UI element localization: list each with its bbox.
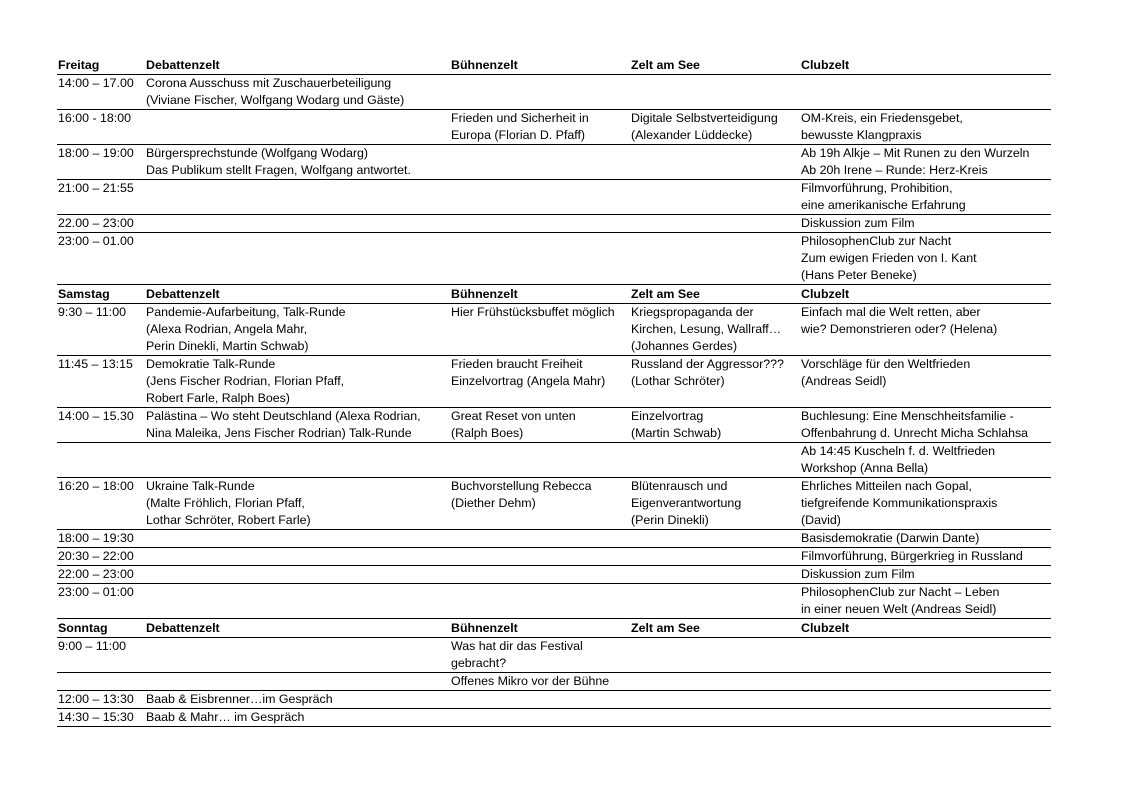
venue-header: Bühnenzelt — [450, 619, 630, 638]
event-debattenzelt — [145, 566, 450, 584]
time-slot: 9:30 – 11:00 — [57, 304, 145, 356]
time-slot: 23:00 – 01:00 — [57, 584, 145, 619]
schedule-row — [57, 548, 1051, 566]
event-debattenzelt — [145, 233, 450, 285]
venue-header: Zelt am See — [630, 56, 800, 75]
event-clubzelt: Basisdemokratie (Darwin Dante) — [800, 530, 1051, 548]
event-debattenzelt: Ukraine Talk-Runde (Malte Fröhlich, Florian Pfaff, Lothar Schröter, Robert Farle) — [145, 478, 450, 530]
event-clubzelt: Ehrliches Mitteilen nach Gopal, tiefgreifende Kommunikationspraxis (David) — [800, 478, 1051, 530]
event-zelt-am-see: Kriegspropaganda der Kirchen, Lesung, Wallraff… (Johannes Gerdes) — [630, 304, 800, 356]
event-clubzelt — [800, 673, 1051, 691]
event-debattenzelt — [145, 530, 450, 548]
day-label: Freitag — [57, 56, 145, 75]
time-slot: 9:00 – 11:00 — [57, 638, 145, 673]
event-zelt-am-see: Einzelvortrag (Martin Schwab) — [630, 408, 800, 443]
schedule-row — [57, 356, 1051, 408]
event-zelt-am-see — [630, 443, 800, 478]
event-debattenzelt — [145, 638, 450, 673]
event-debattenzelt: Corona Ausschuss mit Zuschauerbeteiligung (Viviane Fischer, Wolfgang Wodarg und Gäste) — [145, 75, 450, 110]
event-zelt-am-see — [630, 75, 800, 110]
event-zelt-am-see — [630, 233, 800, 285]
festival-schedule-table — [57, 56, 1051, 727]
schedule-row — [57, 110, 1051, 145]
schedule-row — [57, 584, 1051, 619]
time-slot — [57, 443, 145, 478]
venue-header: Debattenzelt — [145, 56, 450, 75]
event-buehnenzelt — [450, 180, 630, 215]
time-slot: 16:00 - 18:00 — [57, 110, 145, 145]
schedule-row — [57, 180, 1051, 215]
event-debattenzelt: Palästina – Wo steht Deutschland (Alexa Rodrian, Nina Maleika, Jens Fischer Rodrian) Talk-Runde — [145, 408, 450, 443]
event-clubzelt: Buchlesung: Eine Menschheitsfamilie - Offenbahrung d. Unrecht Micha Schlahsa — [800, 408, 1051, 443]
event-zelt-am-see — [630, 709, 800, 727]
venue-header: Clubzelt — [800, 56, 1051, 75]
event-buehnenzelt: Frieden braucht Freiheit Einzelvortrag (Angela Mahr) — [450, 356, 630, 408]
event-zelt-am-see: Russland der Aggressor??? (Lothar Schröter) — [630, 356, 800, 408]
time-slot: 18:00 – 19:30 — [57, 530, 145, 548]
event-clubzelt — [800, 691, 1051, 709]
event-clubzelt: Filmvorführung, Prohibition, eine amerikanische Erfahrung — [800, 180, 1051, 215]
event-zelt-am-see — [630, 180, 800, 215]
event-zelt-am-see — [630, 638, 800, 673]
event-zelt-am-see — [630, 673, 800, 691]
time-slot: 18:00 – 19:00 — [57, 145, 145, 180]
event-clubzelt: Filmvorführung, Bürgerkrieg in Russland — [800, 548, 1051, 566]
event-buehnenzelt — [450, 145, 630, 180]
event-debattenzelt — [145, 215, 450, 233]
event-buehnenzelt: Buchvorstellung Rebecca (Diether Dehm) — [450, 478, 630, 530]
venue-header: Debattenzelt — [145, 619, 450, 638]
day-header-row — [57, 619, 1051, 638]
time-slot: 22.00 – 23:00 — [57, 215, 145, 233]
event-clubzelt: Vorschläge für den Weltfrieden (Andreas Seidl) — [800, 356, 1051, 408]
schedule-row — [57, 530, 1051, 548]
event-debattenzelt — [145, 443, 450, 478]
event-buehnenzelt — [450, 443, 630, 478]
schedule-row — [57, 75, 1051, 110]
venue-header: Bühnenzelt — [450, 285, 630, 304]
schedule-row — [57, 566, 1051, 584]
time-slot: 23:00 – 01.00 — [57, 233, 145, 285]
event-buehnenzelt — [450, 215, 630, 233]
event-clubzelt — [800, 709, 1051, 727]
venue-header: Bühnenzelt — [450, 56, 630, 75]
schedule-row — [57, 408, 1051, 443]
venue-header: Zelt am See — [630, 285, 800, 304]
event-debattenzelt — [145, 548, 450, 566]
event-buehnenzelt: Offenes Mikro vor der Bühne — [450, 673, 630, 691]
event-zelt-am-see — [630, 548, 800, 566]
event-clubzelt — [800, 638, 1051, 673]
event-zelt-am-see: Blütenrausch und Eigenverantwortung (Perin Dinekli) — [630, 478, 800, 530]
event-zelt-am-see — [630, 145, 800, 180]
event-buehnenzelt — [450, 75, 630, 110]
schedule-row — [57, 233, 1051, 285]
schedule-row — [57, 478, 1051, 530]
time-slot: 20:30 – 22:00 — [57, 548, 145, 566]
event-buehnenzelt: Great Reset von unten (Ralph Boes) — [450, 408, 630, 443]
schedule-row — [57, 673, 1051, 691]
event-clubzelt: PhilosophenClub zur Nacht – Leben in einer neuen Welt (Andreas Seidl) — [800, 584, 1051, 619]
event-buehnenzelt — [450, 233, 630, 285]
event-zelt-am-see: Digitale Selbstverteidigung (Alexander Lüddecke) — [630, 110, 800, 145]
event-buehnenzelt — [450, 548, 630, 566]
event-zelt-am-see — [630, 584, 800, 619]
venue-header: Debattenzelt — [145, 285, 450, 304]
event-buehnenzelt — [450, 709, 630, 727]
event-buehnenzelt: Frieden und Sicherheit in Europa (Florian D. Pfaff) — [450, 110, 630, 145]
event-buehnenzelt — [450, 691, 630, 709]
event-zelt-am-see — [630, 530, 800, 548]
schedule-row — [57, 709, 1051, 727]
time-slot: 14:00 – 17.00 — [57, 75, 145, 110]
schedule-body — [57, 56, 1051, 727]
event-debattenzelt — [145, 584, 450, 619]
event-zelt-am-see — [630, 566, 800, 584]
day-label: Sonntag — [57, 619, 145, 638]
schedule-row — [57, 145, 1051, 180]
event-debattenzelt — [145, 180, 450, 215]
schedule-row — [57, 691, 1051, 709]
event-debattenzelt: Baab & Mahr… im Gespräch — [145, 709, 450, 727]
time-slot — [57, 673, 145, 691]
time-slot: 16:20 – 18:00 — [57, 478, 145, 530]
time-slot: 12:00 – 13:30 — [57, 691, 145, 709]
event-debattenzelt: Demokratie Talk-Runde (Jens Fischer Rodrian, Florian Pfaff, Robert Farle, Ralph Boes) — [145, 356, 450, 408]
event-buehnenzelt — [450, 584, 630, 619]
event-clubzelt: OM-Kreis, ein Friedensgebet, bewusste Klangpraxis — [800, 110, 1051, 145]
event-debattenzelt: Bürgersprechstunde (Wolfgang Wodarg) Das Publikum stellt Fragen, Wolfgang antwortet. — [145, 145, 450, 180]
time-slot: 11:45 – 13:15 — [57, 356, 145, 408]
event-clubzelt: Diskussion zum Film — [800, 566, 1051, 584]
schedule-row — [57, 304, 1051, 356]
day-header-row — [57, 56, 1051, 75]
event-buehnenzelt — [450, 566, 630, 584]
schedule-row — [57, 215, 1051, 233]
venue-header: Clubzelt — [800, 285, 1051, 304]
event-zelt-am-see — [630, 215, 800, 233]
event-buehnenzelt: Was hat dir das Festival gebracht? — [450, 638, 630, 673]
schedule-row — [57, 443, 1051, 478]
day-label: Samstag — [57, 285, 145, 304]
event-clubzelt — [800, 75, 1051, 110]
event-zelt-am-see — [630, 691, 800, 709]
venue-header: Clubzelt — [800, 619, 1051, 638]
event-clubzelt: PhilosophenClub zur Nacht Zum ewigen Frieden von I. Kant (Hans Peter Beneke) — [800, 233, 1051, 285]
venue-header: Zelt am See — [630, 619, 800, 638]
event-buehnenzelt — [450, 530, 630, 548]
time-slot: 14:30 – 15:30 — [57, 709, 145, 727]
schedule-row — [57, 638, 1051, 673]
event-clubzelt: Einfach mal die Welt retten, aber wie? Demonstrieren oder? (Helena) — [800, 304, 1051, 356]
day-header-row — [57, 285, 1051, 304]
time-slot: 22:00 – 23:00 — [57, 566, 145, 584]
event-debattenzelt — [145, 110, 450, 145]
time-slot: 21:00 – 21:55 — [57, 180, 145, 215]
event-clubzelt: Ab 19h Alkje – Mit Runen zu den Wurzeln Ab 20h Irene – Runde: Herz-Kreis — [800, 145, 1051, 180]
event-clubzelt: Ab 14:45 Kuscheln f. d. Weltfrieden Workshop (Anna Bella) — [800, 443, 1051, 478]
event-debattenzelt: Pandemie-Aufarbeitung, Talk-Runde (Alexa Rodrian, Angela Mahr, Perin Dinekli, Martin Schwab) — [145, 304, 450, 356]
event-debattenzelt — [145, 673, 450, 691]
event-debattenzelt: Baab & Eisbrenner…im Gespräch — [145, 691, 450, 709]
time-slot: 14:00 – 15.30 — [57, 408, 145, 443]
event-clubzelt: Diskussion zum Film — [800, 215, 1051, 233]
event-buehnenzelt: Hier Frühstücksbuffet möglich — [450, 304, 630, 356]
